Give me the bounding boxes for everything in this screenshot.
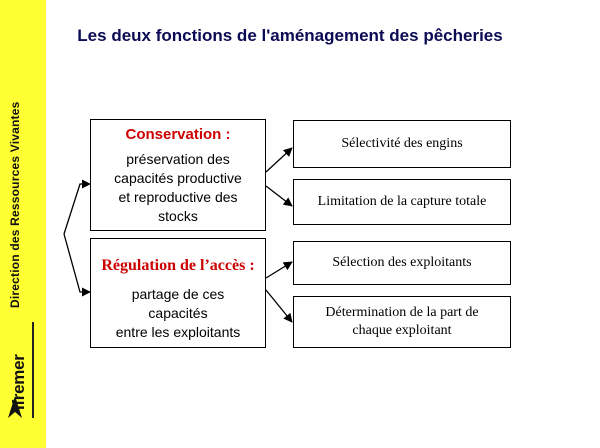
conservation-line: préservation des xyxy=(126,151,230,167)
outcome-selectivite-box xyxy=(293,120,511,168)
arrow-regulation-selection xyxy=(266,262,292,278)
left-fork-lower xyxy=(64,234,90,292)
outcome-label: Sélectivité des engins xyxy=(341,136,463,151)
sidebar-title: Direction des Ressources Vivantes xyxy=(8,101,22,308)
outcome-label: Limitation de la capture totale xyxy=(317,194,487,209)
conservation-description xyxy=(91,150,265,226)
regulation-box xyxy=(90,238,266,348)
page-title: Les deux fonctions de l'aménagement des pêcheries xyxy=(77,26,503,45)
arrow-conservation-selectivite xyxy=(266,148,292,172)
regulation-line: entre les exploitants xyxy=(115,324,241,340)
conservation-box xyxy=(90,119,266,231)
conservation-heading: Conservation : xyxy=(125,126,231,143)
conservation-line: capacités productive xyxy=(114,170,242,186)
outcome-determination-box xyxy=(293,296,511,348)
ifremer-logo-text: Ifremer xyxy=(9,354,28,410)
left-fork-upper xyxy=(64,184,90,234)
conservation-line: et reproductive des xyxy=(118,189,238,205)
outcome-label: Détermination de la part de chaque exploitant xyxy=(325,305,479,338)
regulation-line: partage de ces xyxy=(131,286,225,302)
regulation-description xyxy=(91,285,265,342)
outcome-selection-box xyxy=(293,241,511,285)
arrow-conservation-limitation xyxy=(266,186,292,206)
outcome-label: Sélection des exploitants xyxy=(332,255,472,270)
arrow-regulation-determination xyxy=(266,290,292,322)
outcome-limitation-box xyxy=(293,179,511,225)
conservation-line: stocks xyxy=(158,208,198,224)
regulation-heading: Régulation de l’accès : xyxy=(101,257,255,274)
regulation-line: capacités xyxy=(148,305,208,321)
